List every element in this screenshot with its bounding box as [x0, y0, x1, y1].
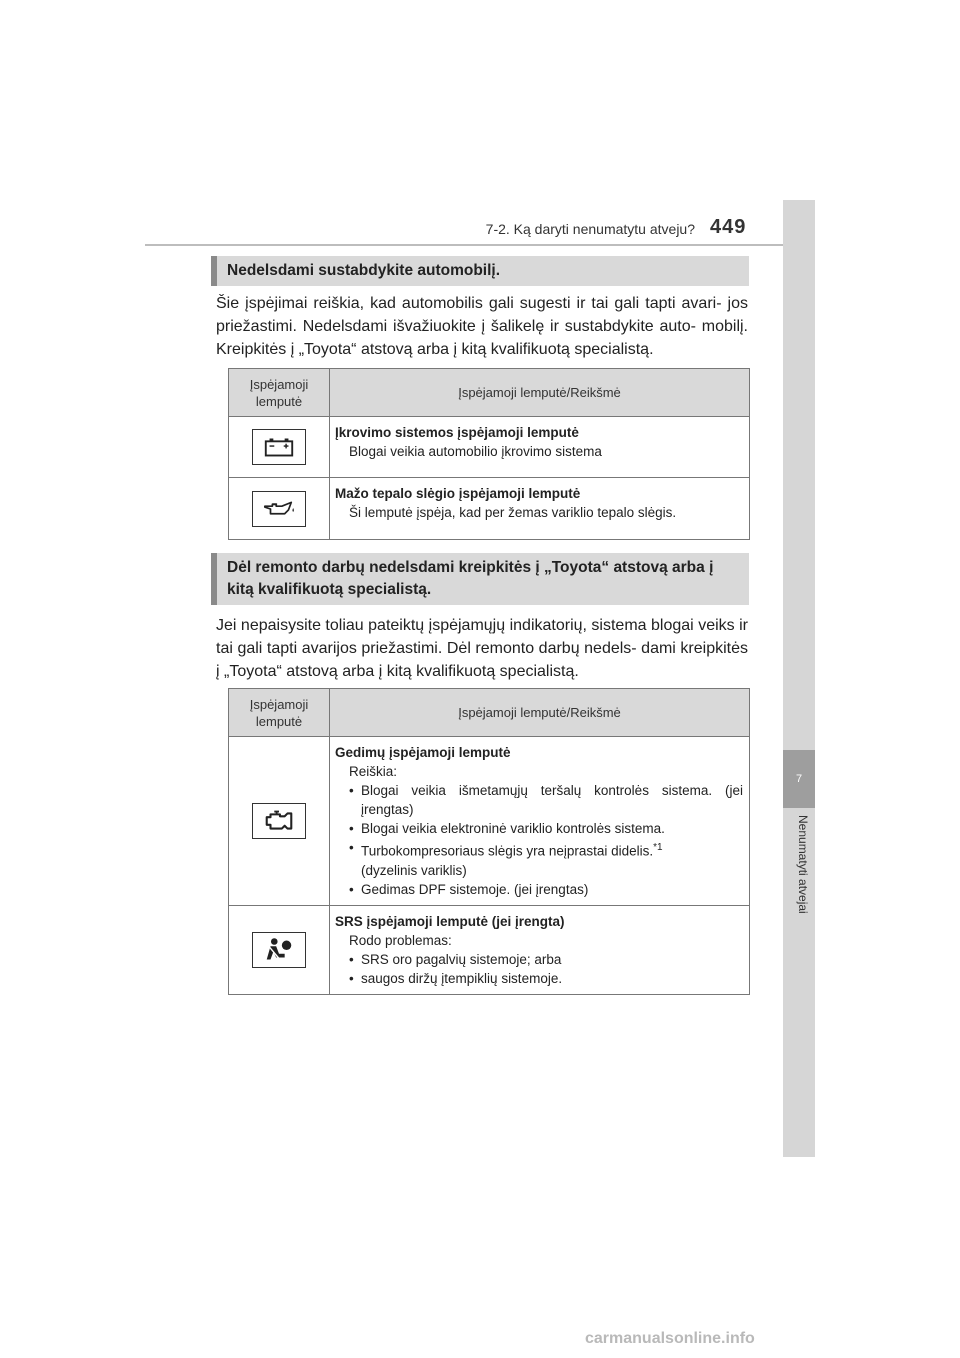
icon-cell: [229, 737, 330, 906]
table-row: [229, 417, 750, 478]
page-number: 449: [710, 216, 747, 238]
section-paragraph-dealer: Jei nepaisysite toliau pateiktų įspėjamųjų indikatorių, sistema blogai veiks ir tai gali tapti avarijos priežastimi. Dėl remonto darbų nedels- dami kreipkitės į „Toyota“ atstovą arba į kitą kvalifikuotą specialistą.: [216, 617, 748, 680]
warning-text: Ši lemputė įspėja, kad per žemas variklio tepalo slėgis.: [349, 505, 677, 520]
warning-text: Blogai veikia automobilio įkrovimo sistema: [349, 444, 602, 459]
side-tab: [783, 200, 815, 1157]
list-item-suffix: (dyzelinis variklis): [361, 862, 467, 878]
footnote-mark: *1: [653, 842, 663, 853]
description-cell: [330, 905, 750, 994]
table-row: [229, 905, 750, 994]
list-item: • Blogai veikia elektroninė variklio kontrolės sistema.: [349, 819, 743, 838]
warning-title: Mažo tepalo slėgio įspėjamoji lemputė: [335, 486, 581, 501]
icon-cell: [229, 417, 330, 478]
warning-intro: Reiškia:: [349, 764, 398, 779]
airbag-icon: [252, 932, 306, 968]
column-header-meaning: Įspėjamoji lemputė/Reikšmė: [330, 689, 750, 737]
list-item-text: Turbokompresoriaus slėgis yra neįprastai didelis.: [361, 843, 654, 859]
header-rule: [145, 244, 815, 246]
warning-table-stop: [228, 368, 750, 540]
description-cell: [330, 478, 750, 540]
table-header: [229, 369, 750, 417]
list-item: • Blogai veikia išmetamųjų teršalų kontrolės sistema. (jei įrengtas): [349, 781, 743, 819]
list-item: [349, 838, 743, 880]
icon-cell: [229, 905, 330, 994]
engine-icon: [252, 803, 306, 839]
section-heading-dealer: Dėl remonto darbų nedelsdami kreipkitės į „Toyota“ atstovą arba į kitą kvalifikuotą specialistą.: [211, 553, 749, 605]
table-row: [229, 478, 750, 540]
chapter-title: 7-2. Ką daryti nenumatytu atveju?: [485, 221, 695, 237]
section-heading-stop: Nedelsdami sustabdykite automobilį.: [211, 256, 749, 286]
warning-table-dealer: [228, 688, 750, 995]
section-paragraph-stop: Šie įspėjimai reiškia, kad automobilis gali sugesti ir tai gali tapti avari- jos priežastimi. Nedelsdami išvažiuokite į šalikelę ir sustabdykite auto- mobilį. Kreipkitės į „Toyota“ atstovą arba į kitą kvalifikuotą specialistą.: [216, 295, 748, 358]
warning-intro: Rodo problemas:: [349, 932, 452, 948]
icon-cell: [229, 478, 330, 540]
warning-bullet-list: [335, 950, 743, 988]
battery-icon: [252, 429, 306, 465]
warning-title: Gedimų įspėjamoji lemputė: [335, 745, 511, 760]
list-item: • Gedimas DPF sistemoje. (jei įrengtas): [349, 880, 743, 899]
column-header-light: Įspėjamoji lemputė: [229, 689, 330, 737]
side-tab-label: Nenumatyti atvejai: [796, 815, 810, 914]
watermark: carmanualsonline.info: [585, 1330, 755, 1347]
warning-title: Įkrovimo sistemos įspėjamoji lemputė: [335, 425, 579, 440]
side-tab-number: 7: [783, 750, 815, 808]
list-item: • saugos diržų įtempiklių sistemoje.: [349, 969, 743, 988]
table-header: [229, 689, 750, 737]
oil-can-icon: [252, 491, 306, 527]
warning-title: SRS įspėjamoji lemputė (jei įrengta): [335, 913, 565, 929]
description-cell: [330, 737, 750, 906]
list-item: • SRS oro pagalvių sistemoje; arba: [349, 950, 743, 969]
table-row: [229, 737, 750, 906]
column-header-meaning: Įspėjamoji lemputė/Reikšmė: [330, 369, 750, 417]
column-header-light: Įspėjamoji lemputė: [229, 369, 330, 417]
description-cell: [330, 417, 750, 478]
warning-bullet-list: [335, 781, 743, 899]
